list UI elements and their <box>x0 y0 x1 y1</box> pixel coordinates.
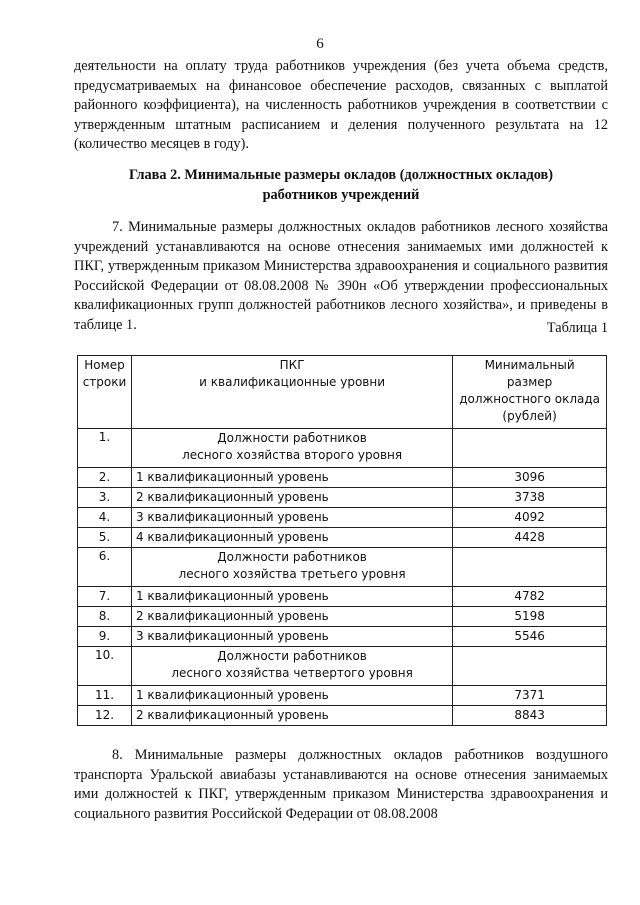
table-row <box>78 627 607 647</box>
group-title <box>131 429 452 468</box>
level-label: 2 квалификационный уровень <box>131 607 452 627</box>
row-number: 12. <box>78 706 132 726</box>
table-row-group <box>78 548 607 587</box>
group-title-line1: Должности работников <box>217 550 367 564</box>
group-title-line1: Должности работников <box>217 649 367 663</box>
header-salary-line3: должностного оклада <box>459 392 600 406</box>
salary-value: 3096 <box>453 468 607 488</box>
salary-value: 5198 <box>453 607 607 627</box>
header-pkg-line2: и квалификационные уровни <box>199 375 386 389</box>
header-row-number <box>78 356 132 429</box>
paragraph-7: 7. Минимальные размеры должностных окладов работников лесного хозяйства учреждений устанавливаются на основе отнесения занимаемых ими должностей к ПКГ, утвержденным приказом Министерства здравоохранения и социального развития Российской Федерации от 08.08.2008 № 390н «Об утверждении профессиональных квалификационных групп должностей работников лесного хозяйства», и приведены в таблице 1. <box>74 219 608 333</box>
salary-value: 3738 <box>453 488 607 508</box>
level-label: 2 квалификационный уровень <box>131 706 452 726</box>
row-number: 7. <box>78 587 132 607</box>
table-row <box>78 488 607 508</box>
header-row-number-line1: Номер <box>84 358 125 372</box>
salary-value <box>453 647 607 686</box>
row-number: 10. <box>78 647 132 686</box>
row-number: 2. <box>78 468 132 488</box>
salary-value: 4428 <box>453 528 607 548</box>
intro-paragraph: деятельности на оплату труда работников учреждения (без учета объема средств, предусматриваемых на финансовое обеспечение расходов, связанных с выплатой районного коэффициента), на численность работников учреждения в соответствии с утвержденным штатным расписанием и деления полученного результата на 12 (количество месяцев в году). <box>74 58 608 152</box>
chapter-title-line2: работников учреждений <box>262 186 420 203</box>
level-label: 4 квалификационный уровень <box>131 528 452 548</box>
table-caption: Таблица 1 <box>546 320 608 336</box>
level-label: 1 квалификационный уровень <box>131 587 452 607</box>
salary-value: 7371 <box>453 686 607 706</box>
page-number: 6 <box>316 36 324 52</box>
table-row <box>78 468 607 488</box>
salary-table <box>77 355 607 726</box>
paragraph-8: 8. Минимальные размеры должностных окладов работников воздушного транспорта Уральской авиабазы устанавливаются на основе отнесения занимаемых ими должностей к ПКГ, утвержденным приказом Министерства здравоохранения и социального развития Российской Федерации от 08.08.2008 <box>74 747 608 822</box>
salary-value <box>453 429 607 468</box>
table-row <box>78 528 607 548</box>
salary-value: 8843 <box>453 706 607 726</box>
header-pkg-line1: ПКГ <box>279 358 305 372</box>
table-row <box>78 686 607 706</box>
level-label: 2 квалификационный уровень <box>131 488 452 508</box>
row-number: 9. <box>78 627 132 647</box>
table-row <box>78 607 607 627</box>
group-title <box>131 548 452 587</box>
row-number: 3. <box>78 488 132 508</box>
salary-value: 5546 <box>453 627 607 647</box>
salary-value <box>453 548 607 587</box>
row-number: 11. <box>78 686 132 706</box>
salary-value: 4092 <box>453 508 607 528</box>
table-row <box>78 706 607 726</box>
table-row <box>78 508 607 528</box>
row-number: 8. <box>78 607 132 627</box>
level-label: 3 квалификационный уровень <box>131 508 452 528</box>
header-salary-line2: размер <box>506 375 553 389</box>
header-pkg <box>131 356 452 429</box>
table-row-group <box>78 429 607 468</box>
group-title-line2: лесного хозяйства второго уровня <box>182 448 403 462</box>
row-number: 1. <box>78 429 132 468</box>
group-title-line2: лесного хозяйства третьего уровня <box>178 567 406 581</box>
row-number: 5. <box>78 528 132 548</box>
header-salary <box>453 356 607 429</box>
table-row <box>78 587 607 607</box>
row-number: 6. <box>78 548 132 587</box>
header-row-number-line2: строки <box>82 375 127 389</box>
header-salary-line4: (рублей) <box>502 409 557 423</box>
group-title-line2: лесного хозяйства четвертого уровня <box>171 666 413 680</box>
level-label: 1 квалификационный уровень <box>131 686 452 706</box>
header-salary-line1: Минимальный <box>484 358 575 372</box>
table-header-row <box>78 356 607 429</box>
chapter-title <box>74 166 608 205</box>
row-number: 4. <box>78 508 132 528</box>
level-label: 1 квалификационный уровень <box>131 468 452 488</box>
level-label: 3 квалификационный уровень <box>131 627 452 647</box>
group-title-line1: Должности работников <box>217 431 367 445</box>
chapter-title-line1: Глава 2. Минимальные размеры окладов (должностных окладов) <box>129 167 553 183</box>
group-title <box>131 647 452 686</box>
salary-value: 4782 <box>453 587 607 607</box>
table-row-group <box>78 647 607 686</box>
